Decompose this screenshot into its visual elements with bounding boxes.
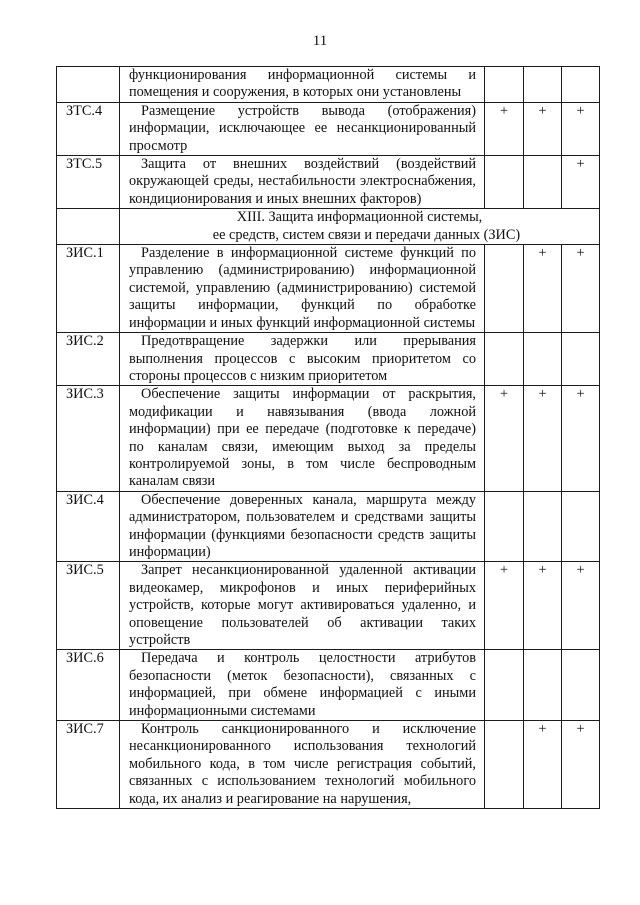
mark-class-1 <box>485 650 524 721</box>
table-row <box>57 333 600 386</box>
section-title-line-2: ее средств, систем связи и передачи данных (ЗИС) <box>212 226 521 243</box>
requirement-code: ЗИС.2 <box>57 333 120 386</box>
mark-class-1 <box>485 491 524 562</box>
requirement-text: Обеспечение защиты информации от раскрытия, модификации и навязывания (ввода ложной информации) при ее передаче (подготовке к передаче) по каналам связи, имеющим выход за пределы контролируемой зоны, в том числе беспроводным каналам связи <box>120 386 485 491</box>
table-row <box>57 156 600 209</box>
table-row <box>57 650 600 721</box>
requirement-text: Разделение в информационной системе функций по управлению (администрированию) информационной системой, управлению (администрированию) системой защиты информации, функций по обработке информации и иных функций информационной системы <box>120 245 485 333</box>
mark-cell <box>524 67 562 103</box>
mark-cell <box>485 67 524 103</box>
requirement-text: Защита от внешних воздействий (воздействий окружающей среды, нестабильности электроснабжения, кондиционирования и иных внешних факторов) <box>120 156 485 209</box>
mark-class-1 <box>485 721 524 809</box>
requirement-text: Размещение устройств вывода (отображения) информации, исключающее ее несанкционированный просмотр <box>120 102 485 155</box>
requirement-text: Запрет несанкционированной удаленной активации видеокамер, микрофонов и иных периферийных устройств, которые могут активироваться удаленно, и оповещение пользователей об активации таких устройств <box>120 562 485 650</box>
mark-class-1: + <box>485 102 524 155</box>
code-cell <box>57 209 120 245</box>
requirement-text: Контроль санкционированного и исключение несанкционированного использования технологий мобильного кода, в том числе регистрация событий, связанных с использованием технологий мобильного кода, их анализ и реагирование на нарушения, <box>120 721 485 809</box>
requirement-text: Обеспечение доверенных канала, маршрута между администратором, пользователем и средствами защиты информации (функциями безопасности средств защиты информации) <box>120 491 485 562</box>
requirement-code: ЗИС.3 <box>57 386 120 491</box>
page-number: 11 <box>312 33 328 49</box>
mark-class-2: + <box>524 386 562 491</box>
mark-class-3 <box>562 491 600 562</box>
requirement-code: ЗИС.5 <box>57 562 120 650</box>
mark-class-2 <box>524 156 562 209</box>
requirements-table <box>56 66 600 809</box>
table-row <box>57 721 600 809</box>
mark-class-3: + <box>562 562 600 650</box>
mark-cell <box>562 67 600 103</box>
mark-class-2: + <box>524 562 562 650</box>
mark-class-2: + <box>524 245 562 333</box>
table-row <box>57 102 600 155</box>
table-row <box>57 491 600 562</box>
table-row-continuation <box>57 67 600 103</box>
mark-class-1 <box>485 156 524 209</box>
requirement-text: Предотвращение задержки или прерывания выполнения процессов с высоким приоритетом со стороны процессов с низким приоритетом <box>120 333 485 386</box>
mark-class-1 <box>485 245 524 333</box>
mark-class-3: + <box>562 721 600 809</box>
mark-class-3 <box>562 650 600 721</box>
table-row <box>57 386 600 491</box>
mark-class-2 <box>524 491 562 562</box>
requirement-code: ЗИС.7 <box>57 721 120 809</box>
mark-class-2 <box>524 650 562 721</box>
mark-class-2: + <box>524 102 562 155</box>
section-title <box>120 209 600 245</box>
requirement-code: ЗИС.4 <box>57 491 120 562</box>
requirement-code: ЗТС.5 <box>57 156 120 209</box>
requirement-code: ЗИС.6 <box>57 650 120 721</box>
section-header-row <box>57 209 600 245</box>
requirement-code: ЗИС.1 <box>57 245 120 333</box>
section-title-line-1: XIII. Защита информационной системы, <box>236 209 483 226</box>
mark-class-1: + <box>485 386 524 491</box>
mark-class-1 <box>485 333 524 386</box>
requirement-text: Передача и контроль целостности атрибутов безопасности (меток безопасности), связанных с информацией, при обмене информацией с иными информационными системами <box>120 650 485 721</box>
mark-class-3: + <box>562 386 600 491</box>
requirement-code: ЗТС.4 <box>57 102 120 155</box>
mark-class-3 <box>562 333 600 386</box>
mark-class-3: + <box>562 156 600 209</box>
table-row <box>57 562 600 650</box>
mark-class-3: + <box>562 245 600 333</box>
mark-class-3: + <box>562 102 600 155</box>
continuation-text: функционирования информационной системы и помещения и сооружения, в которых они установлены <box>120 67 485 103</box>
mark-class-2: + <box>524 721 562 809</box>
table-row <box>57 245 600 333</box>
mark-class-1: + <box>485 562 524 650</box>
code-cell <box>57 67 120 103</box>
mark-class-2 <box>524 333 562 386</box>
